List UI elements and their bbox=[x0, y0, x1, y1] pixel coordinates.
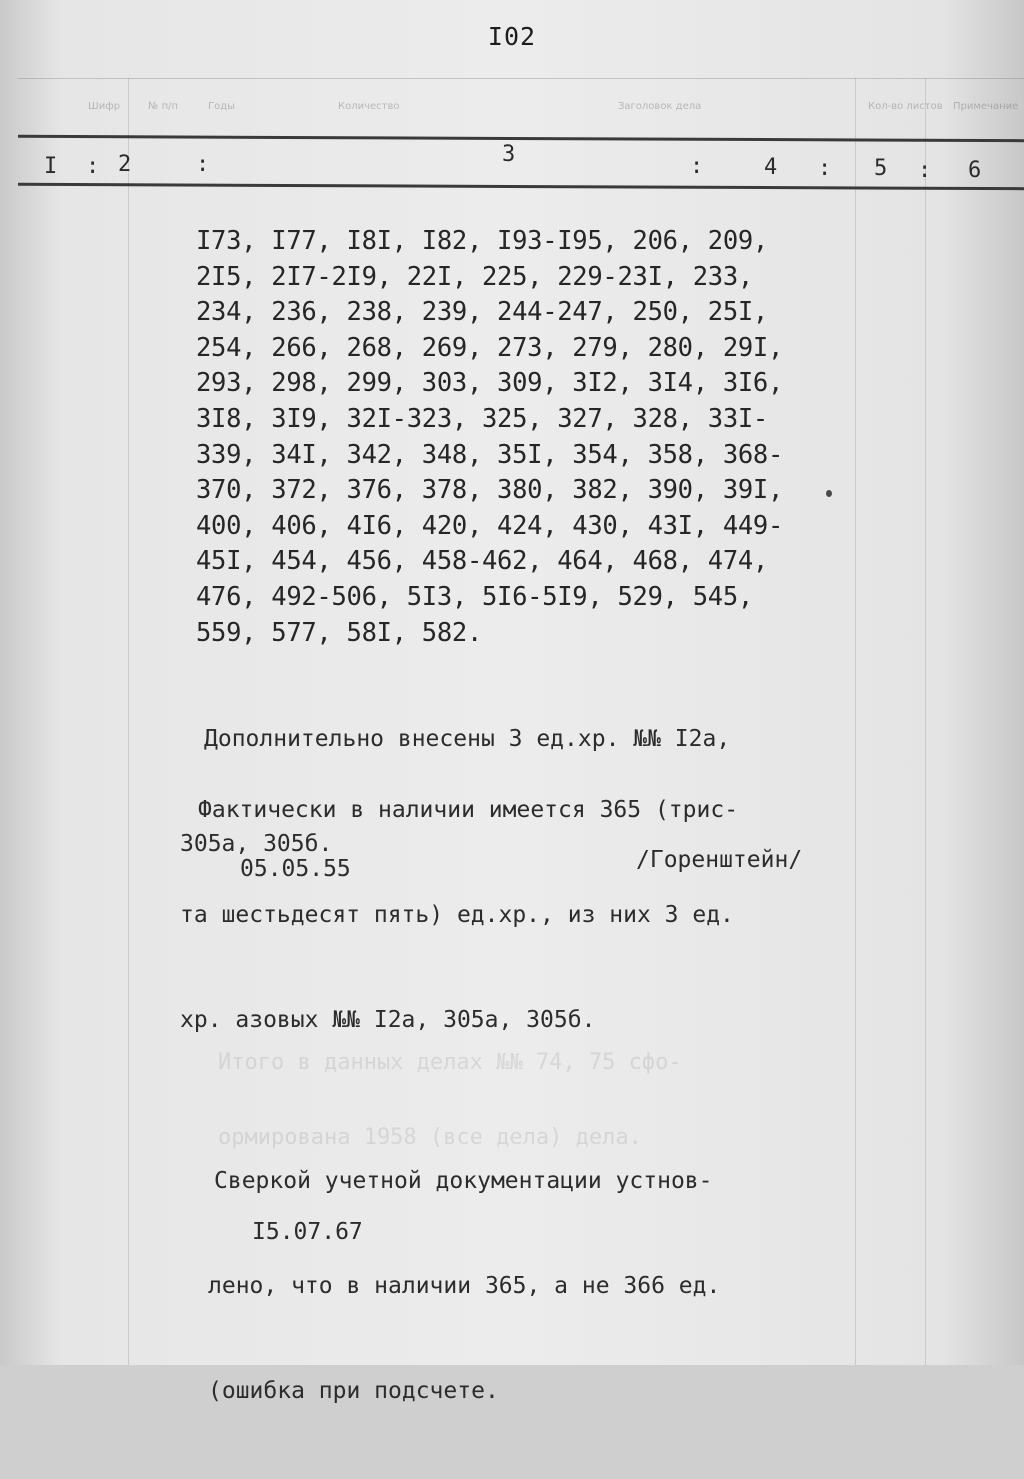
note-line: та шестьдесят пять) ед.хр., из них 3 ед. bbox=[180, 902, 734, 928]
number-list-line: 370, 372, 376, 378, 380, 382, 390, 39I, bbox=[196, 475, 784, 506]
note-line: Фактически в наличии имеется 365 (трис- bbox=[198, 797, 739, 823]
note-line: хр. азовых №№ I2а, 305а, 305б. bbox=[180, 1007, 596, 1033]
bleed-through-line: Итого в данных делах №№ 74, 75 сфо- bbox=[218, 1050, 682, 1075]
number-list-line: 476, 492-506, 5I3, 5I6-5I9, 529, 545, bbox=[196, 581, 753, 612]
storage-unit-number-list bbox=[196, 224, 816, 651]
reconciliation-note bbox=[208, 1094, 721, 1479]
number-list-line: 234, 236, 238, 239, 244-247, 250, 25I, bbox=[196, 297, 768, 328]
column-separator: : bbox=[918, 158, 932, 183]
number-list-line: 3I8, 3I9, 32I-323, 325, 327, 328, 33I- bbox=[196, 403, 768, 434]
number-list-line: 254, 266, 268, 269, 273, 279, 280, 29I, bbox=[196, 332, 784, 363]
faint-column-rule bbox=[925, 78, 926, 1365]
date-1967: I5.07.67 bbox=[252, 1219, 363, 1245]
note-line: Сверкой учетной документации устнов- bbox=[214, 1168, 713, 1194]
note-line: лено, что в наличии 365, а не 366 ед. bbox=[208, 1273, 721, 1299]
number-list-line: 293, 298, 299, 303, 309, 3I2, 3I4, 3I6, bbox=[196, 368, 784, 399]
number-list-line: 339, 34I, 342, 348, 35I, 354, 358, 368- bbox=[196, 439, 784, 470]
column-number-6: 6 bbox=[968, 158, 982, 183]
faint-header-cell: Шифр bbox=[88, 101, 121, 112]
page-number: I02 bbox=[487, 22, 537, 51]
number-list-line: 45I, 454, 456, 458-462, 464, 468, 474, bbox=[196, 546, 768, 577]
faint-table-header bbox=[18, 78, 1024, 137]
table-header-rule-bottom bbox=[18, 183, 1024, 190]
column-separator: : bbox=[818, 156, 832, 181]
column-separator: : bbox=[196, 152, 210, 177]
number-list-line: 400, 406, 4I6, 420, 424, 430, 43I, 449- bbox=[196, 510, 784, 541]
note-line: Дополнительно внесены 3 ед.хр. №№ I2а, bbox=[204, 726, 731, 752]
faint-column-rule bbox=[128, 78, 129, 1365]
faint-header-cell: Годы bbox=[208, 101, 236, 112]
faint-header-cell: Количество bbox=[338, 101, 400, 112]
column-separator: : bbox=[690, 154, 704, 179]
faint-header-cell: Примечание bbox=[953, 101, 1019, 112]
faint-header-cell: № п/п bbox=[148, 101, 179, 112]
number-list-line: I73, I77, I8I, I82, I93-I95, 206, 209, bbox=[196, 226, 768, 256]
ink-speck bbox=[826, 490, 832, 497]
signature: /Горенштейн/ bbox=[636, 847, 803, 873]
column-number-1: I bbox=[44, 154, 58, 179]
faint-column-rule bbox=[855, 78, 856, 1365]
faint-header-cell: Кол-во листов bbox=[868, 101, 943, 112]
column-number-2: 2 bbox=[118, 152, 132, 177]
note-line: (ошибка при подсчете. bbox=[208, 1378, 499, 1404]
bleed-through-line: ормирована 1958 (все дела) дела. bbox=[218, 1125, 642, 1150]
column-number-3: 3 bbox=[502, 142, 516, 167]
column-separator: : bbox=[86, 154, 100, 179]
column-number-4: 4 bbox=[764, 155, 778, 180]
date-1955: 05.05.55 bbox=[240, 856, 351, 882]
note-line: 305а, 305б. bbox=[180, 831, 333, 857]
faint-header-cell: Заголовок дела bbox=[618, 101, 702, 112]
column-number-5: 5 bbox=[874, 156, 888, 181]
number-list-line: 2I5, 2I7-2I9, 22I, 225, 229-23I, 233, bbox=[196, 261, 753, 292]
number-list-line: 559, 577, 58I, 582. bbox=[196, 617, 482, 648]
